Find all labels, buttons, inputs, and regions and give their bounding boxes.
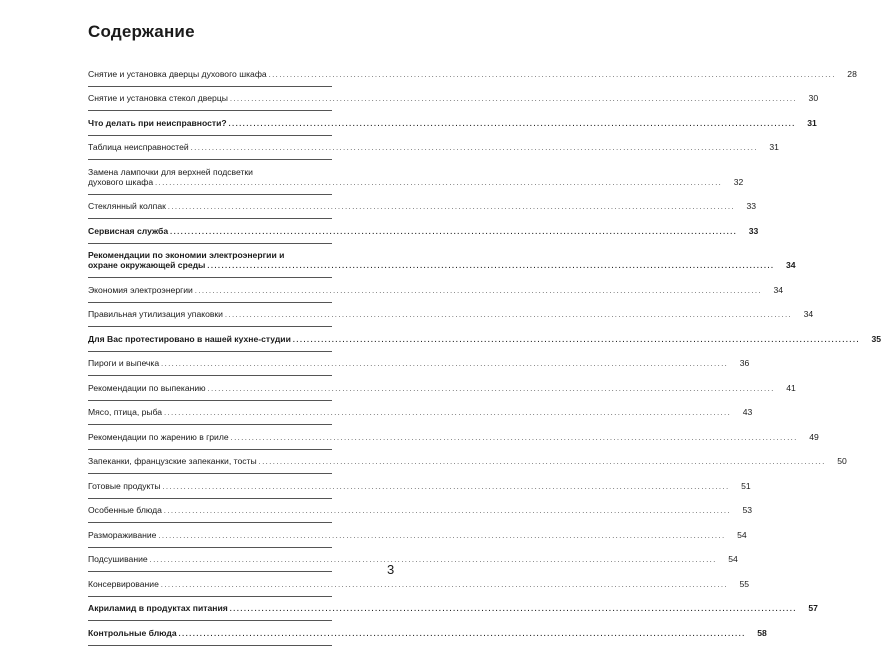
toc-leader-dots: ................................................................................................................................................................: [268, 71, 836, 79]
toc-entry: [88, 244, 796, 279]
toc-entry-title: охране окружающей среды: [88, 260, 206, 270]
toc-entry-page: 41: [786, 382, 796, 393]
toc-entry-page: 49: [809, 431, 819, 442]
toc-entry-page: 31: [807, 117, 817, 128]
toc-leader-dots: ................................................................................................................................................................: [149, 557, 717, 564]
toc-leader-dots: ................................................................................................................................................................: [207, 385, 775, 393]
toc-entry: [88, 425, 819, 450]
toc-leader-dots: ................................................................................................................................................................: [164, 410, 732, 417]
toc-entry-page: 36: [739, 358, 750, 368]
toc-leader-dots: ................................................................................................................................................................: [194, 287, 763, 295]
toc-entry-title: Контрольные блюда: [88, 627, 177, 638]
toc-leader-dots: ................................................................................................................................................................: [158, 532, 726, 540]
toc-entry-title: духового шкафа: [88, 176, 154, 187]
toc-leader-dots: ................................................................................................................................................................: [258, 459, 826, 466]
toc-entry: [88, 160, 744, 195]
toc-entry: [88, 597, 818, 622]
toc-entry: [88, 474, 751, 499]
toc-entry-title: Пироги и выпечка: [88, 358, 160, 368]
toc-leader-dots: ................................................................................................................................................................: [230, 434, 798, 442]
toc-leader-dots: ................................................................................................................................................................: [167, 204, 736, 211]
table-of-contents: [88, 62, 881, 646]
toc-leader-dots: ................................................................................................................................................................: [228, 120, 796, 128]
toc-entry-title: Таблица неисправностей: [88, 142, 189, 152]
toc-leader-dots: ................................................................................................................................................................: [160, 581, 729, 589]
toc-leader-dots: ................................................................................................................................................................: [207, 263, 775, 270]
toc-entry-page: 34: [773, 284, 784, 295]
toc-entry: [88, 548, 738, 573]
toc-entry: [88, 523, 747, 548]
toc-entry-page: 58: [757, 627, 767, 638]
toc-entry-title: Размораживание: [88, 529, 157, 540]
toc-entry-page: 51: [741, 480, 751, 491]
toc-entry-page: 54: [737, 529, 747, 540]
toc-entry: [88, 62, 857, 87]
toc-entry-title: Правильная утилизация упаковки: [88, 309, 223, 319]
toc-leader-dots: ................................................................................................................................................................: [161, 361, 729, 368]
toc-entry: [88, 621, 767, 646]
toc-entry-page: 34: [786, 260, 796, 270]
toc-entry: [88, 450, 847, 475]
toc-entry-title: Готовые продукты: [88, 480, 161, 491]
page-number: 3: [387, 562, 395, 577]
toc-entry: [88, 278, 784, 303]
toc-entry-page: 34: [803, 309, 814, 319]
toc-entry-page: 50: [837, 456, 847, 466]
toc-entry-page: 32: [733, 176, 744, 187]
toc-leader-dots: ................................................................................................................................................................: [224, 312, 793, 319]
toc-entry-title: Консервирование: [88, 578, 159, 589]
toc-leader-dots: ................................................................................................................................................................: [162, 483, 730, 491]
toc-entry: [88, 327, 881, 352]
toc-entry-title: Акриламид в продуктах питания: [88, 603, 228, 613]
toc-entry-title: Замена лампочки для верхней подсветки: [88, 166, 253, 177]
toc-entry-title: Снятие и установка дверцы духового шкафа: [88, 68, 267, 79]
toc-entry: [88, 499, 753, 524]
toc-entry-title: Рекомендации по выпеканию: [88, 382, 206, 393]
toc-entry: [88, 572, 750, 597]
toc-entry-title: Сервисная служба: [88, 225, 169, 236]
toc-entry-title: Запеканки, французские запеканки, тосты: [88, 456, 257, 466]
toc-entry-title: Рекомендации по экономии электроэнергии и: [88, 250, 285, 260]
toc-leader-dots: ................................................................................................................................................................: [229, 96, 798, 103]
toc-entry-page: 53: [742, 505, 753, 515]
toc-leader-dots: ................................................................................................................................................................: [155, 179, 723, 187]
toc-entry-title: Особенные блюда: [88, 505, 162, 515]
toc-entry: [88, 195, 757, 220]
toc-entry-title: Снятие и установка стекол дверцы: [88, 93, 228, 103]
toc-entry: [88, 136, 779, 161]
toc-entry-title: Что делать при неисправности?: [88, 117, 227, 128]
toc-entry: [88, 87, 819, 112]
toc-entry-page: 43: [742, 407, 753, 417]
toc-entry: [88, 219, 759, 244]
toc-entry: [88, 303, 814, 328]
toc-leader-dots: ................................................................................................................................................................: [163, 508, 732, 515]
toc-entry-page: 35: [871, 333, 881, 344]
toc-entry-title: Рекомендации по жарению в гриле: [88, 431, 229, 442]
toc-entry-title: Подсушивание: [88, 554, 148, 564]
toc-leader-dots: ................................................................................................................................................................: [190, 145, 758, 152]
toc-leader-dots: ................................................................................................................................................................: [292, 336, 861, 344]
toc-entry-page: 31: [769, 142, 779, 152]
toc-entry: [88, 111, 817, 136]
toc-entry: [88, 401, 753, 426]
toc-leader-dots: ................................................................................................................................................................: [170, 228, 738, 236]
toc-entry-page: 28: [847, 68, 857, 79]
toc-leader-dots: ................................................................................................................................................................: [229, 606, 797, 613]
toc-entry: [88, 352, 750, 377]
toc-entry-title: Экономия электроэнергии: [88, 284, 193, 295]
toc-entry-page: 33: [746, 201, 757, 211]
toc-entry-page: 30: [808, 93, 819, 103]
toc-entry: [88, 376, 796, 401]
page-title: Содержание: [88, 22, 195, 41]
toc-entry-page: 57: [808, 603, 818, 613]
toc-entry-title: Для Вас протестировано в нашей кухне-студии: [88, 333, 291, 344]
toc-entry-page: 33: [748, 225, 759, 236]
toc-entry-page: 54: [728, 554, 738, 564]
toc-entry-title: Стеклянный колпак: [88, 201, 166, 211]
toc-entry-title: Мясо, птица, рыба: [88, 407, 163, 417]
toc-entry-page: 55: [739, 578, 750, 589]
toc-leader-dots: ................................................................................................................................................................: [178, 630, 746, 638]
